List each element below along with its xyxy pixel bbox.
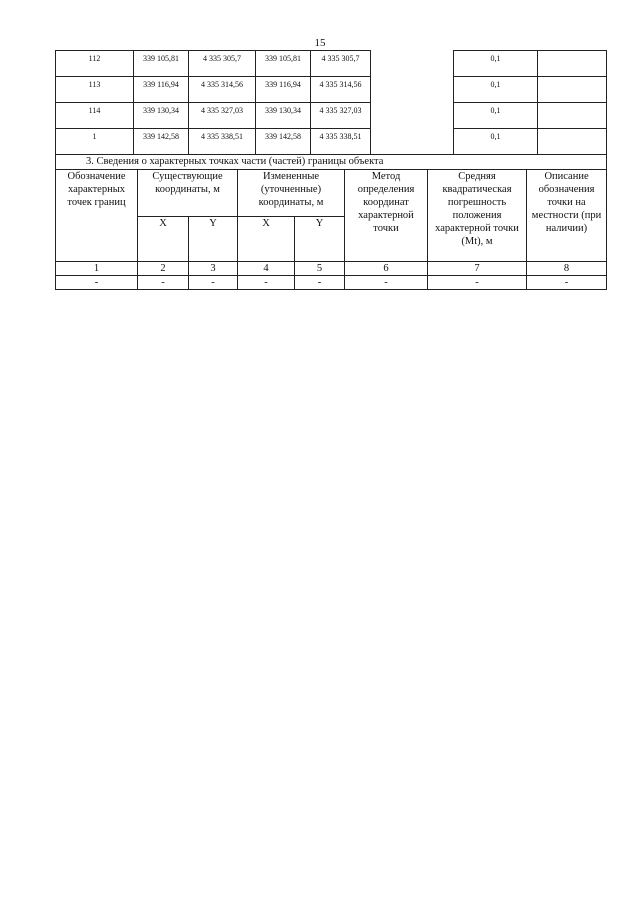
description-cell [538,103,607,129]
col-number: 7 [428,262,527,276]
table-cell: - [56,276,138,290]
table-cell: - [428,276,527,290]
error-cell: 0,1 [454,129,538,155]
changed-x-cell: 339 105,81 [256,51,311,77]
description-cell [538,129,607,155]
existing-x-cell: 339 116,94 [134,77,189,103]
changed-y-cell: 4 335 305,7 [311,51,371,77]
method-cell [371,51,454,77]
existing-y-cell: 4 335 338,51 [189,129,256,155]
section3-table [55,154,607,290]
table-row [56,276,607,290]
existing-y-cell: 4 335 327,03 [189,103,256,129]
error-cell: 0,1 [454,77,538,103]
header-existing-y: Y [189,217,238,262]
header-changed-x: X [238,217,295,262]
col-number: 1 [56,262,138,276]
header-existing-x: X [138,217,189,262]
changed-x-cell: 339 130,34 [256,103,311,129]
table-row [56,51,607,77]
column-numbers-row [56,262,607,276]
method-cell [371,77,454,103]
section3-caption: 3. Сведения о характерных точках части (частей) границы объекта [56,155,607,170]
error-cell: 0,1 [454,51,538,77]
header-point-designation: Обозначение характерных точек границ [56,170,138,262]
existing-y-cell: 4 335 305,7 [189,51,256,77]
header-existing-coords: Существующие координаты, м [138,170,238,217]
coordinates-table [55,50,607,155]
table-cell: - [138,276,189,290]
changed-y-cell: 4 335 327,03 [311,103,371,129]
table-cell: - [189,276,238,290]
col-number: 4 [238,262,295,276]
table-row [56,77,607,103]
point-cell: 112 [56,51,134,77]
table-cell: - [527,276,607,290]
col-number: 2 [138,262,189,276]
method-cell [371,129,454,155]
table-row [56,103,607,129]
header-mean-error: Средняя квадратическая погрешность положения характерной точки (Мt), м [428,170,527,262]
description-cell [538,77,607,103]
method-cell [371,103,454,129]
point-cell: 113 [56,77,134,103]
col-number: 5 [295,262,345,276]
existing-x-cell: 339 142,58 [134,129,189,155]
existing-x-cell: 339 130,34 [134,103,189,129]
header-description: Описание обозначения точки на местности (при наличии) [527,170,607,262]
existing-x-cell: 339 105,81 [134,51,189,77]
page-number: 15 [314,37,326,49]
point-cell: 114 [56,103,134,129]
col-number: 6 [345,262,428,276]
table-cell: - [238,276,295,290]
point-cell: 1 [56,129,134,155]
col-number: 3 [189,262,238,276]
header-changed-y: Y [295,217,345,262]
error-cell: 0,1 [454,103,538,129]
table-row [56,129,607,155]
header-changed-coords: Измененные (уточненные) координаты, м [238,170,345,217]
table-cell: - [295,276,345,290]
table-cell: - [345,276,428,290]
description-cell [538,51,607,77]
col-number: 8 [527,262,607,276]
existing-y-cell: 4 335 314,56 [189,77,256,103]
changed-x-cell: 339 116,94 [256,77,311,103]
changed-y-cell: 4 335 338,51 [311,129,371,155]
changed-y-cell: 4 335 314,56 [311,77,371,103]
header-method: Метод определения координат характерной точки [345,170,428,262]
changed-x-cell: 339 142,58 [256,129,311,155]
